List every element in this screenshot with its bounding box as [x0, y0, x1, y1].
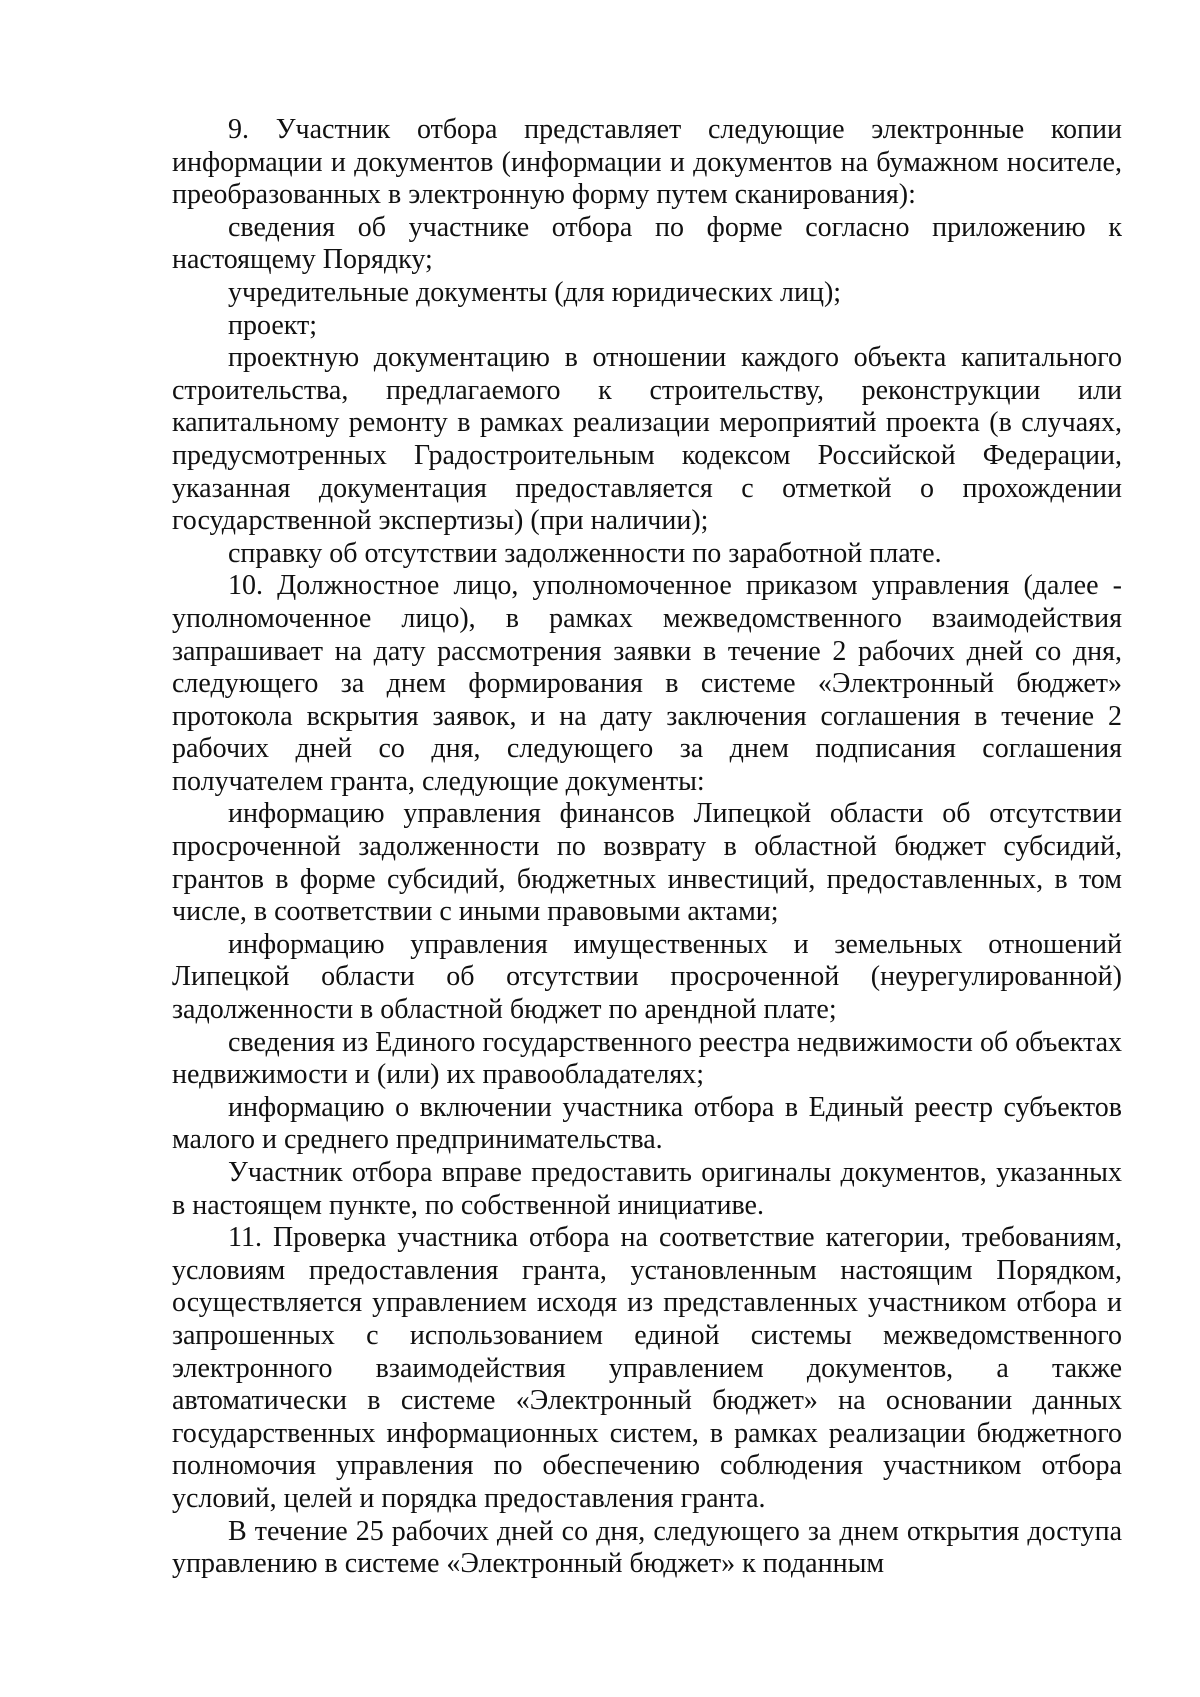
paragraph-originals-right: Участник отбора вправе предоставить оригиналы документов, указанных в настоящем пункте, по собственной инициативе.: [172, 1157, 1122, 1221]
document-body: [172, 114, 1122, 1581]
paragraph-property-info: информацию управления имущественных и земельных отношений Липецкой области об отсутствии просроченной (неурегулированной) задолженности в областной бюджет по арендной плате;: [172, 928, 1122, 1026]
paragraph-item-9: 9. Участник отбора представляет следующие электронные копии информации и документов (информации и документов на бумажном носителе, преобразованных в электронную форму путем сканирования):: [172, 114, 1122, 211]
paragraph-real-estate-register: сведения из Единого государственного реестра недвижимости об объектах недвижимости и (или) их правообладателях;: [172, 1026, 1122, 1091]
paragraph-salary-debt-certificate: справку об отсутствии задолженности по заработной плате.: [228, 537, 942, 569]
paragraph-finance-info: информацию управления финансов Липецкой области об отсутствии просроченной задолженности по возврату в областной бюджет субсидий, грантов в форме субсидий, бюджетных инвестиций, предоставленных, в том числе, в соответствии с иными правовыми актами;: [172, 798, 1122, 928]
paragraph-project-documentation: проектную документацию в отношении каждого объекта капитального строительства, предлагаемого к строительству, реконструкции или капитальному ремонту в рамках реализации мероприятий проекта (в случаях, предусмотренных Градостроительным кодексом Российской Федерации, указанная документация предоставляется с отметкой о прохождении государственной экспертизы) (при наличии);: [172, 342, 1122, 537]
paragraph-item-11: 11. Проверка участника отбора на соответствие категории, требованиям, условиям предоставления гранта, установленным настоящим Порядком, осуществляется управлением исходя из представленных участником отбора и запрошенных с использованием единой системы межведомственного электронного взаимодействия управлением документов, а также автоматически в системе «Электронный бюджет» на основании данных государственных информационных систем, в рамках реализации бюджетного полномочия управления по обеспечению соблюдения участником отбора условий, целей и порядка предоставления гранта.: [172, 1222, 1122, 1514]
paragraph-25-days: В течение 25 рабочих дней со дня, следующего за днем открытия доступа управлению в системе «Электронный бюджет» к поданным: [172, 1515, 1122, 1580]
paragraph-founding-documents: учредительные документы (для юридических лиц);: [228, 276, 842, 308]
paragraph-project: проект;: [228, 309, 318, 341]
paragraph-sme-register: информацию о включении участника отбора в Единый реестр субъектов малого и среднего предпринимательства.: [172, 1091, 1122, 1156]
paragraph-participant-info: сведения об участнике отбора по форме согласно приложению к настоящему Порядку;: [172, 211, 1122, 276]
paragraph-item-10: 10. Должностное лицо, уполномоченное приказом управления (далее - уполномоченное лицо), в рамках межведомственного взаимодействия запрашивает на дату рассмотрения заявки в течение 2 рабочих дней со дня, следующего за днем формирования в системе «Электронный бюджет» протокола вскрытия заявок, и на дату заключения соглашения в течение 2 рабочих дней со дня, следующего за днем подписания соглашения получателем гранта, следующие документы:: [172, 570, 1122, 797]
